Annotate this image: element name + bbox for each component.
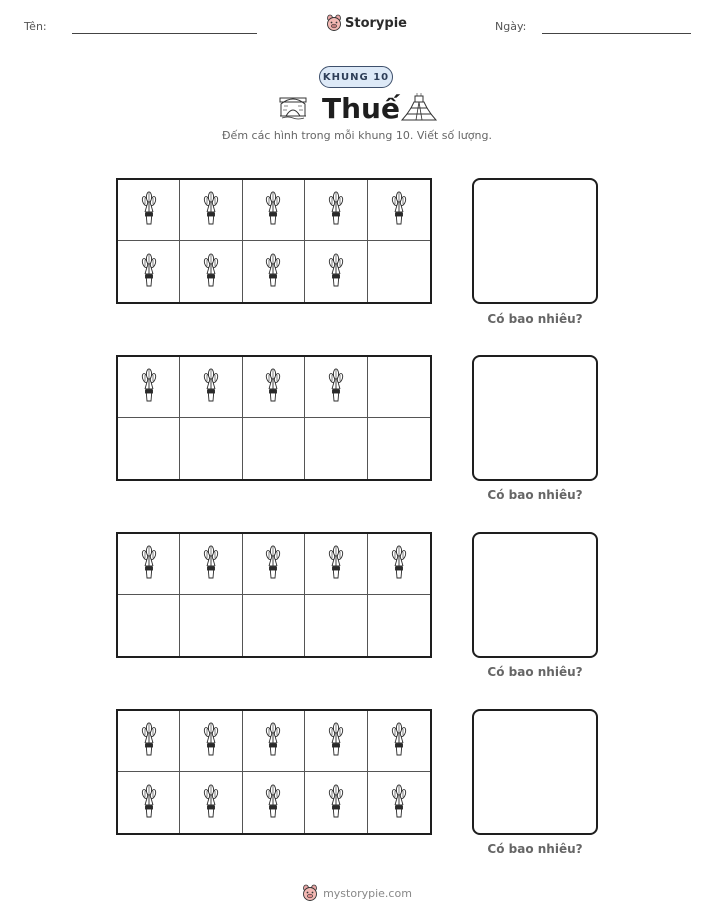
answer-box[interactable] bbox=[472, 355, 598, 481]
ten-frame-cell bbox=[243, 595, 305, 656]
ten-frame-cell bbox=[118, 357, 180, 418]
ten-frame-cell bbox=[368, 357, 430, 418]
ten-frame-cell bbox=[243, 241, 305, 302]
wheat-sheaf-icon bbox=[138, 252, 160, 292]
name-label: Tên: bbox=[24, 20, 47, 33]
brand-logo bbox=[326, 13, 407, 33]
worksheet-header bbox=[0, 0, 714, 50]
ten-frame-cell bbox=[180, 418, 242, 479]
answer-label: Có bao nhiêu? bbox=[487, 665, 583, 679]
date-line bbox=[542, 33, 691, 34]
ten-frame bbox=[116, 532, 432, 658]
ten-frame-cell bbox=[305, 772, 367, 833]
ten-frame-cell bbox=[368, 241, 430, 302]
pig-face-icon bbox=[326, 14, 342, 32]
answer-label: Có bao nhiêu? bbox=[487, 312, 583, 326]
wheat-sheaf-icon bbox=[138, 190, 160, 230]
ten-frame-cell bbox=[180, 711, 242, 772]
wheat-sheaf-icon bbox=[325, 783, 347, 823]
wheat-sheaf-icon bbox=[388, 544, 410, 584]
answer-box[interactable] bbox=[472, 532, 598, 658]
wheat-sheaf-icon bbox=[325, 544, 347, 584]
wheat-sheaf-icon bbox=[138, 783, 160, 823]
wheat-sheaf-icon bbox=[262, 721, 284, 761]
ten-frame-cell bbox=[180, 241, 242, 302]
ten-frame-cell bbox=[180, 534, 242, 595]
title-row bbox=[0, 92, 714, 126]
ten-frame-cell bbox=[305, 357, 367, 418]
ten-frame-cell bbox=[118, 180, 180, 241]
ten-frame bbox=[116, 355, 432, 481]
ten-frame-cell bbox=[118, 711, 180, 772]
ten-frame-cell bbox=[368, 711, 430, 772]
wheat-sheaf-icon bbox=[262, 367, 284, 407]
wheat-sheaf-icon bbox=[388, 721, 410, 761]
ten-frame-cell bbox=[180, 595, 242, 656]
ten-frame-cell bbox=[243, 357, 305, 418]
ten-frame-cell bbox=[305, 180, 367, 241]
ten-frame-cell bbox=[368, 772, 430, 833]
wheat-sheaf-icon bbox=[388, 190, 410, 230]
wheat-sheaf-icon bbox=[262, 783, 284, 823]
ten-frame-cell bbox=[180, 357, 242, 418]
ten-frame-cell bbox=[368, 418, 430, 479]
wheat-sheaf-icon bbox=[200, 367, 222, 407]
footer bbox=[0, 884, 714, 902]
pyramid-icon bbox=[400, 92, 438, 122]
wheat-sheaf-icon bbox=[325, 721, 347, 761]
wheat-sheaf-icon bbox=[262, 190, 284, 230]
ten-frame-cell bbox=[368, 595, 430, 656]
answer-label: Có bao nhiêu? bbox=[487, 488, 583, 502]
worksheet-badge: KHUNG 10 bbox=[319, 66, 393, 88]
ten-frame-cell bbox=[305, 711, 367, 772]
ten-frame-cell bbox=[243, 418, 305, 479]
pig-face-icon bbox=[302, 884, 318, 902]
ten-frame-cell bbox=[180, 180, 242, 241]
page-title: Thuế bbox=[322, 92, 400, 125]
wheat-sheaf-icon bbox=[262, 544, 284, 584]
wheat-sheaf-icon bbox=[200, 252, 222, 292]
ten-frame-cell bbox=[368, 180, 430, 241]
ten-frame-cell bbox=[368, 534, 430, 595]
answer-box[interactable] bbox=[472, 178, 598, 304]
wheat-sheaf-icon bbox=[200, 721, 222, 761]
ten-frame-cell bbox=[243, 711, 305, 772]
wheat-sheaf-icon bbox=[325, 190, 347, 230]
instructions: Đếm các hình trong mỗi khung 10. Viết số lượng. bbox=[222, 129, 492, 142]
answer-box[interactable] bbox=[472, 709, 598, 835]
wheat-sheaf-icon bbox=[200, 190, 222, 230]
ten-frame-cell bbox=[305, 241, 367, 302]
ten-frame-cell bbox=[305, 418, 367, 479]
ten-frame-cell bbox=[305, 534, 367, 595]
ten-frame-cell bbox=[243, 772, 305, 833]
ten-frame bbox=[116, 709, 432, 835]
wheat-sheaf-icon bbox=[325, 252, 347, 292]
bridge-icon bbox=[278, 94, 308, 120]
answer-label: Có bao nhiêu? bbox=[487, 842, 583, 856]
wheat-sheaf-icon bbox=[138, 544, 160, 584]
date-label: Ngày: bbox=[495, 20, 527, 33]
wheat-sheaf-icon bbox=[388, 783, 410, 823]
footer-site: mystorypie.com bbox=[323, 886, 412, 900]
ten-frame-cell bbox=[118, 534, 180, 595]
brand-name: Storypie bbox=[345, 15, 407, 31]
ten-frame bbox=[116, 178, 432, 304]
ten-frame-cell bbox=[180, 772, 242, 833]
ten-frame-cell bbox=[243, 534, 305, 595]
ten-frame-cell bbox=[118, 772, 180, 833]
ten-frame-cell bbox=[118, 241, 180, 302]
wheat-sheaf-icon bbox=[200, 783, 222, 823]
ten-frame-cell bbox=[118, 418, 180, 479]
wheat-sheaf-icon bbox=[200, 544, 222, 584]
name-line bbox=[72, 33, 257, 34]
wheat-sheaf-icon bbox=[262, 252, 284, 292]
wheat-sheaf-icon bbox=[325, 367, 347, 407]
wheat-sheaf-icon bbox=[138, 367, 160, 407]
ten-frame-cell bbox=[305, 595, 367, 656]
ten-frame-cell bbox=[118, 595, 180, 656]
ten-frame-cell bbox=[243, 180, 305, 241]
wheat-sheaf-icon bbox=[138, 721, 160, 761]
